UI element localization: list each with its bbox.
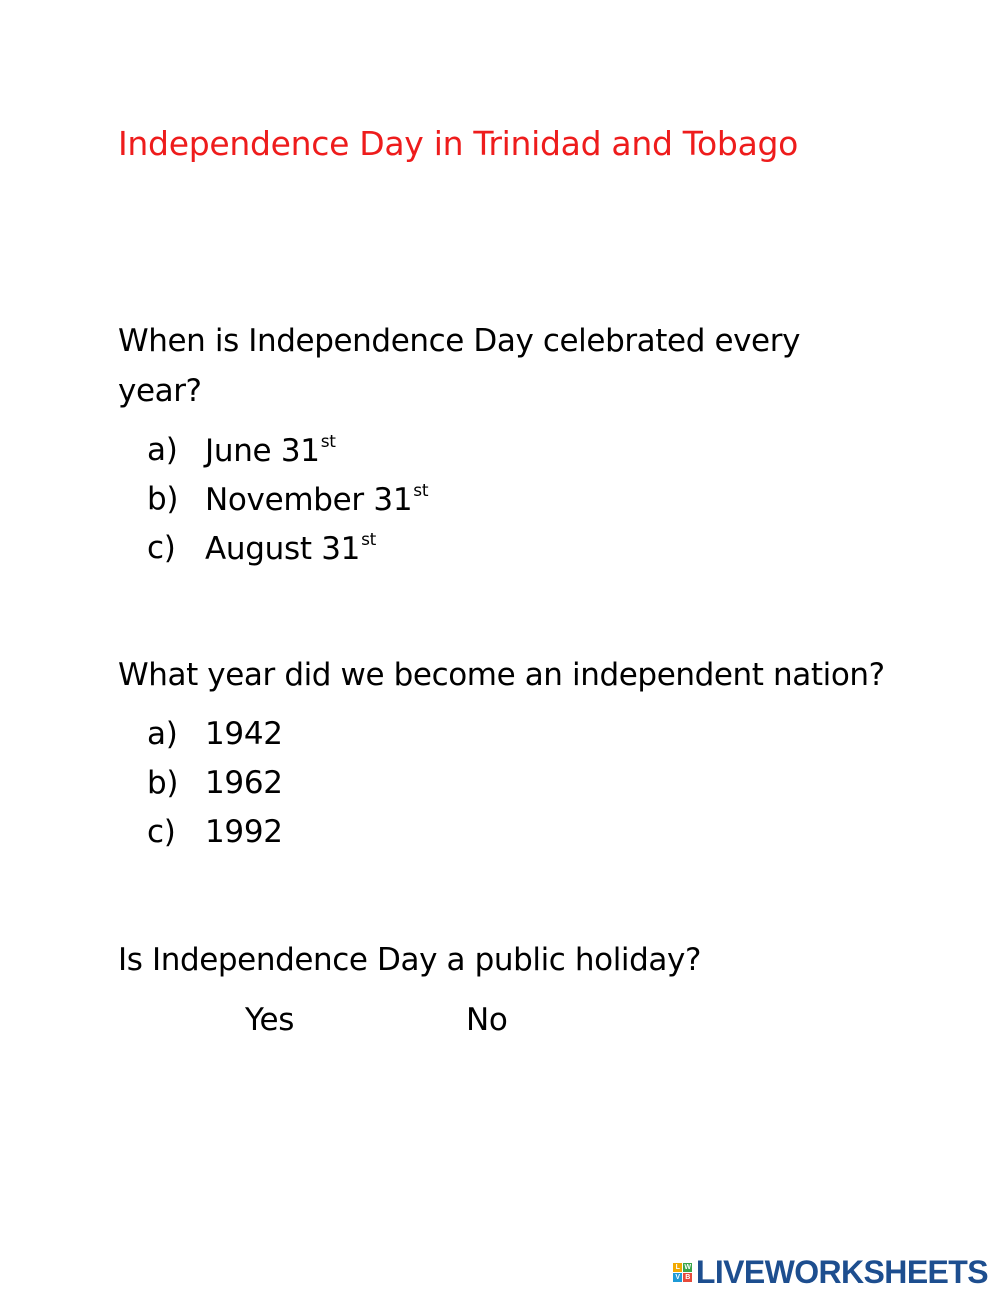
logo-tile: V [673,1273,682,1282]
option-letter: b) [147,481,179,517]
option-letter: a) [147,432,178,468]
question-2-prompt: What year did we become an independent nation? [118,657,885,693]
option-letter: b) [147,765,179,801]
brand-name: LIVEWORKSHEETS [695,1254,988,1290]
question-1-prompt-line1: When is Independence Day celebrated every [118,323,801,359]
ordinal-suffix: st [320,432,336,452]
option-letter: c) [147,814,176,850]
logo-tile: L [673,1263,682,1272]
choice-yes[interactable]: Yes [245,1002,295,1038]
ordinal-suffix: st [361,530,377,550]
option-letter: c) [147,530,176,566]
ordinal-suffix: st [413,481,429,501]
option-text: 1992 [205,814,283,850]
question-1-prompt [118,316,800,416]
liveworksheets-logo-icon [673,1263,692,1282]
option-letter: a) [147,716,178,752]
choice-no[interactable]: No [466,1002,508,1038]
question-1-prompt-line2: year? [118,373,202,409]
worksheet-title: Independence Day in Trinidad and Tobago [118,124,799,163]
option-text: 1942 [205,716,283,752]
question-3-prompt: Is Independence Day a public holiday? [118,942,702,978]
logo-tile: W [684,1264,691,1271]
logo-tile: B [683,1273,692,1282]
option-text: November 31 [205,482,413,518]
option-text: 1962 [205,765,283,801]
option-text: August 31 [205,531,361,567]
option-text: June 31 [205,433,320,469]
liveworksheets-logo [673,1254,988,1291]
